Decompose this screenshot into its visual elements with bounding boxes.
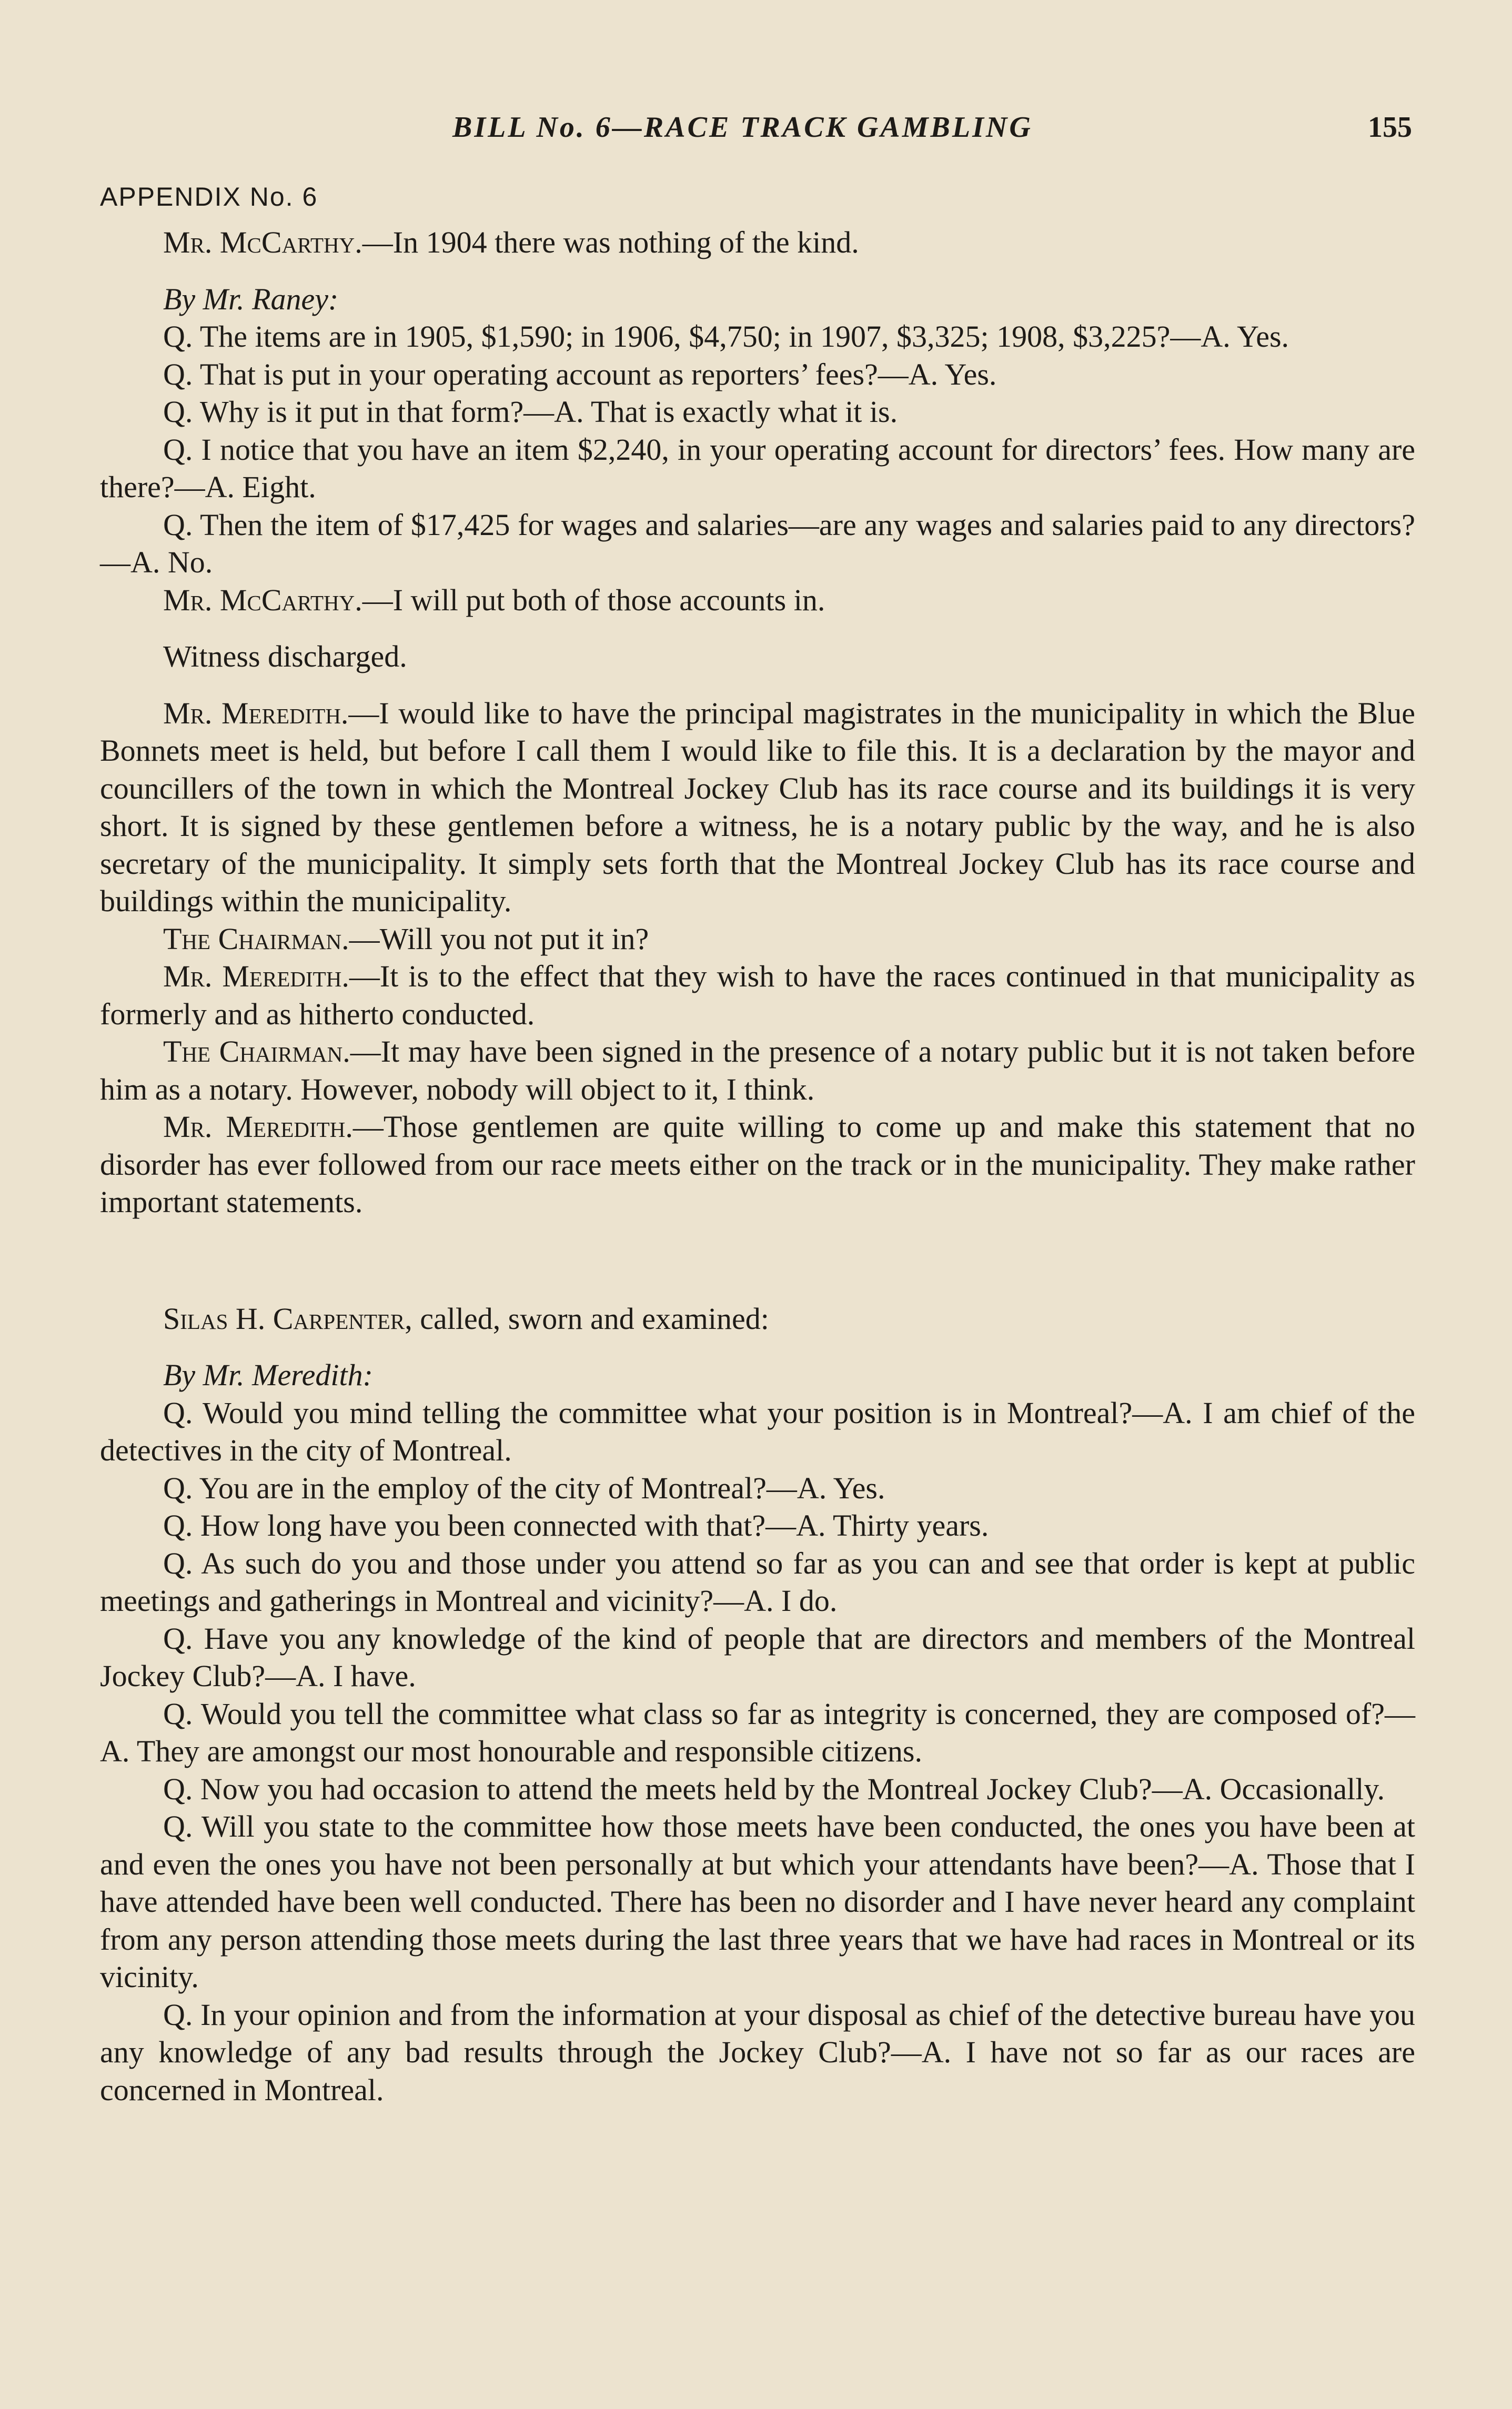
question-answer: Q. Now you had occasion to attend the meets held by the Montreal Jockey Club?—A. Occasionally. <box>163 1771 1385 1806</box>
paragraph <box>100 1108 1415 1221</box>
speaker-name: Mr. Meredith. <box>163 959 349 993</box>
question-answer: Q. Would you tell the committee what class so far as integrity is concerned, they are composed of?—A. They are amongst our most honourable and responsible citizens. <box>100 1696 1415 1768</box>
paragraph <box>100 224 1415 261</box>
examiner-byline: By Mr. Raney: <box>163 281 339 316</box>
question-answer: Q. The items are in 1905, $1,590; in 1906, $4,750; in 1907, $3,325; 1908, $3,225?—A. Yes. <box>163 319 1289 354</box>
question-answer: Q. How long have you been connected with that?—A. Thirty years. <box>163 1508 989 1543</box>
page-number: 155 <box>1368 111 1412 144</box>
paragraph <box>100 581 1415 619</box>
speaker-name: Mr. McCarthy. <box>163 225 362 259</box>
paragraph <box>100 1033 1415 1108</box>
witness-status: called, sworn and examined: <box>412 1301 769 1336</box>
examiner-byline: By Mr. Meredith: <box>163 1358 373 1392</box>
speech-text: —I will put both of those accounts in. <box>362 582 825 617</box>
question-answer: Q. You are in the employ of the city of Montreal?—A. Yes. <box>163 1470 885 1505</box>
appendix-label: APPENDIX No. 6 <box>100 182 318 211</box>
speech-text: —I would like to have the principal magistrates in the municipality in which the Blue Bonnets meet is held, but before I call them I would like to file this. It is a declaration by the mayor and councillers of the town in which the Montreal Jockey Club has its race course and its buildings it is very short. It is signed by these gentlemen before a witness, he is a notary public by the way, and he is also secretary of the municipality. It simply sets forth that the Montreal Jockey Club has its race course and buildings within the municipality. <box>100 696 1415 918</box>
question-answer: Q. That is put in your operating account as reporters’ fees?—A. Yes. <box>163 357 997 391</box>
question-answer: Q. Why is it put in that form?—A. That is exactly what it is. <box>163 395 898 429</box>
witness-discharged: Witness discharged. <box>163 639 407 673</box>
speech-text: —In 1904 there was nothing of the kind. <box>362 225 859 259</box>
speaker-name: The Chairman. <box>163 1034 350 1069</box>
transcript-body <box>100 224 1415 2109</box>
speaker-name: Mr. McCarthy. <box>163 582 362 617</box>
question-answer: Q. Then the item of $17,425 for wages and salaries—are any wages and salaries paid to any directors?—A. No. <box>100 507 1415 579</box>
paragraph <box>100 694 1415 920</box>
speech-text: —It may have been signed in the presence of a notary public but it is not taken before him as a notary. However, nobody will object to it, I think. <box>100 1034 1415 1106</box>
paragraph <box>100 957 1415 1033</box>
speech-text: —Those gentlemen are quite willing to come up and make this statement that no disorder has ever followed from our race meets either on the track or in the municipality. They make rather important statements. <box>100 1110 1415 1219</box>
witness-name: Silas H. Carpenter, <box>163 1301 412 1336</box>
speaker-name: The Chairman. <box>163 921 349 956</box>
question-answer: Q. I notice that you have an item $2,240, in your operating account for directors’ fees. How many are there?—A. Eight. <box>100 432 1415 504</box>
speech-text: —Will you not put it in? <box>349 921 649 956</box>
witness-called <box>100 1300 1415 1338</box>
speech-text: —It is to the effect that they wish to have the races continued in that municipality as formerly and as hitherto conducted. <box>100 959 1415 1031</box>
question-answer: Q. In your opinion and from the information at your disposal as chief of the detective bureau have you any knowledge of any bad results through the Jockey Club?—A. I have not so far as our races are concerned in Montreal. <box>100 1997 1415 2107</box>
speaker-name: Mr. Meredith. <box>163 1110 353 1144</box>
speaker-name: Mr. Meredith. <box>163 696 349 730</box>
question-answer: Q. Would you mind telling the committee what your position is in Montreal?—A. I am chief of the detectives in the city of Montreal. <box>100 1395 1415 1467</box>
paragraph <box>100 920 1415 958</box>
running-title: BILL No. 6—RACE TRACK GAMBLING <box>452 111 1033 144</box>
question-answer: Q. Have you any knowledge of the kind of people that are directors and members of the Montreal Jockey Club?—A. I have. <box>100 1621 1415 1693</box>
question-answer: Q. Will you state to the committee how those meets have been conducted, the ones you have been at and even the ones you have not been personally at but which your attendants have been?—A. Those that I have attended have been well conducted. There has been no disorder and I have never heard any complaint from any person attending those meets during the last three years that we have had races in Montreal or its vicinity. <box>100 1809 1415 1994</box>
question-answer: Q. As such do you and those under you attend so far as you can and see that order is kept at public meetings and gatherings in Montreal and vicinity?—A. I do. <box>100 1546 1415 1618</box>
